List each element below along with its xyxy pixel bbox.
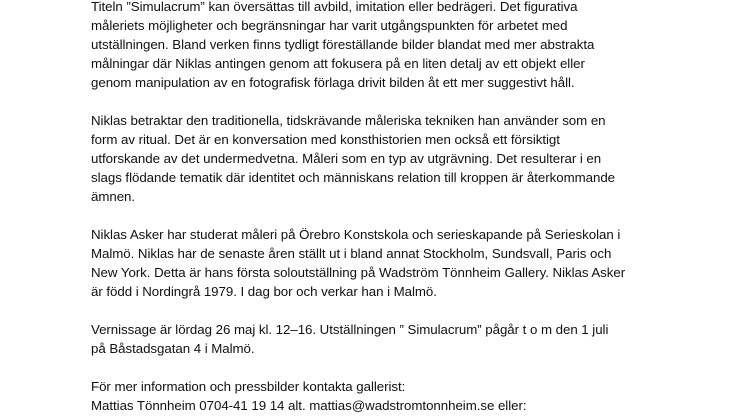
text-line: Niklas Asker har studerat måleri på Örebro Konstskola och serieskapande på Serieskolan i bbox=[91, 227, 621, 242]
text-line: ämnen. bbox=[91, 189, 136, 204]
contact-line: Mattias Tönnheim 0704-41 19 14 alt. mattias@wadstromtonnheim.se eller: bbox=[91, 398, 527, 413]
text-line: slags flödande tematik där identitet och människans relation till kroppen är återkommande bbox=[91, 170, 616, 185]
text-line: utställningen. Bland verken finns tydligt föreställande bilder blandat med mer abstrakta bbox=[91, 37, 595, 52]
paragraph-ritual bbox=[91, 111, 731, 206]
paragraph-title-intro bbox=[91, 0, 731, 92]
text-line: Niklas betraktar den traditionella, tidskrävande måleriska tekniken han använder som en bbox=[91, 113, 606, 128]
paragraph-contact bbox=[91, 377, 731, 415]
document-page bbox=[91, 0, 731, 415]
text-line: För mer information och pressbilder kontakta gallerist: bbox=[91, 379, 406, 394]
text-line: måleriets möjligheter och begränsningar har varit utgångspunkten för arbetet med bbox=[91, 18, 568, 33]
text-line: målningar där Niklas antingen genom att fokusera på en liten detalj av ett objekt eller bbox=[91, 56, 585, 71]
paragraph-vernissage bbox=[91, 320, 731, 358]
text-line: utforskande av det undermedvetna. Måleri som en typ av utgrävning. Det resulterar i en bbox=[91, 151, 602, 166]
text-line: New York. Detta är hans första soloutställning på Wadström Tönnheim Gallery. Niklas Asker bbox=[91, 265, 626, 280]
paragraph-spacer bbox=[91, 206, 731, 225]
paragraph-biography bbox=[91, 225, 731, 301]
paragraph-spacer bbox=[91, 358, 731, 377]
text-line: Malmö. Niklas har de senaste åren ställt ut i bland annat Stockholm, Sundsvall, Paris och bbox=[91, 246, 612, 261]
text-line: Vernissage är lördag 26 maj kl. 12–16. Utställningen ” Simulacrum” pågår t o m den 1 juli bbox=[91, 322, 609, 337]
paragraph-spacer bbox=[91, 92, 731, 111]
text-line: genom manipulation av en fotografisk förlaga drivit bilden åt ett mer suggestivt håll. bbox=[91, 75, 575, 90]
text-line: form av ritual. Det är en konversation med konsthistorien men också ett försiktigt bbox=[91, 132, 560, 147]
paragraph-spacer bbox=[91, 301, 731, 320]
text-line: på Båstadsgatan 4 i Malmö. bbox=[91, 341, 255, 356]
text-line: Titeln ”Simulacrum” kan översättas till avbild, imitation eller bedrägeri. Det figurativa bbox=[91, 0, 578, 14]
text-line: är född i Nordingrå 1979. I dag bor och verkar han i Malmö. bbox=[91, 284, 437, 299]
